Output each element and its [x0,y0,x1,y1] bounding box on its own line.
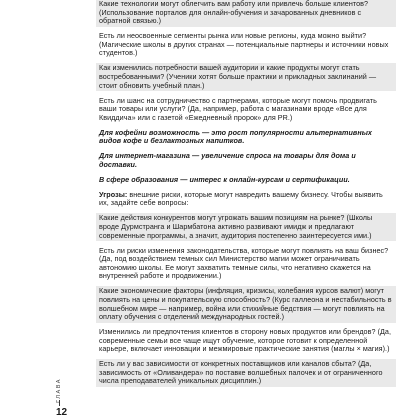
example-text: Для кофейни возможность — это рост популярности альтернативных видов кофе и безлактозных напитков. [99,127,372,146]
paragraph-threats-intro [96,190,396,209]
paragraph-technology-question [96,0,396,27]
paragraph-text: Какие экономические факторы (инфляция, кризисы, колебания курсов валют) могут повлиять на цены и покупательскую способность? (Курс галлеона и нестабильность в волшебном мире — например, война или стихийные бедствия — могут повлиять на оплату обучения с отделений международных гостей.) [99,286,392,322]
paragraph-text: Как изменились потребности вашей аудитории и какие продукты могут стать востребованными? (Ученики хотят больше практики и прикладных заклинаний — стоит обновить учебный план.) [99,63,377,90]
paragraph-partners-question [96,96,396,124]
paragraph-text: Какие технологии могут облегчить вам работу или привлечь больше клиентов? (Использование порталов для онлайн-обучения и зачарованных дневников с обратной связью.) [99,0,369,26]
page-text-column [96,0,396,391]
example-coffee-shop [96,128,396,147]
paragraph-legislation-question [96,246,396,282]
paragraph-segments-question [96,31,396,59]
paragraph-competitors-question [96,213,396,241]
paragraph-text: внешние риски, которые могут навредить вашему бизнесу. Чтобы выявить их, задайте себе вопросы: [99,189,383,208]
example-text: Для интернет-магазина — увеличение спроса на товары для дома и доставки. [99,151,356,169]
paragraph-preferences-question [96,327,396,355]
paragraph-text: Есть ли шанс на сотрудничество с партнерами, которые могут помочь продвигать ваши товары или услуги? (Да, например, работа с магазинами вроде «Все для Квиддича» или с газетой «Ежедневный пророк» для PR.) [99,95,377,122]
paragraph-text: Изменились ли предпочтения клиентов в сторону новых продуктов или брендов? (Да, современные семьи все чаще ищут обучение, которое готовит к определенной карьере, включает инновации и межмировые практические занятия (маглы × магия).) [99,327,392,354]
paragraph-text: Есть ли риски изменения законодательства, которые могут повлиять на ваш бизнес? (Да, под воздействием темных сил Министерство магии может ограничивать автономию школы. Ее могут захватить темные силы, что негативно скажется на внутренней работе и продвижении.) [99,245,389,281]
paragraph-text: Есть ли неосвоенные сегменты рынка или новые регионы, куда можно выйти? (Магические школы в других странах — потенциальные партнеры и источники новых студентов.) [99,31,389,58]
paragraph-suppliers-question [96,359,396,387]
example-education [96,175,396,186]
paragraph-economic-question [96,286,396,322]
paragraph-text: Какие действия конкурентов могут угрожать вашим позициям на рынке? (Школы вроде Дурмстранга и Шармбатона активно развивают имидж и предлагают современные программы, а значит, аудитория постепенно заинтересуется ими.) [99,213,373,240]
page-number: 12 [56,407,68,418]
example-online-store [96,151,396,170]
paragraph-audience-needs-question [96,63,396,91]
paragraph-text: Есть ли у вас зависимости от конкретных поставщиков или каналов сбыта? (Да, зависимость от «Оливандера» по поставке волшебных палочек и от ограниченного числа преподавателей уникальных дисциплин.) [99,359,383,386]
chapter-running-label: ГЛАВА [56,378,62,403]
chapter-label-divider [59,400,60,406]
example-text: В сфере образования — интерес к онлайн-курсам и сертификации. [99,174,350,184]
threats-lead-term: Угрозы: [99,189,128,199]
